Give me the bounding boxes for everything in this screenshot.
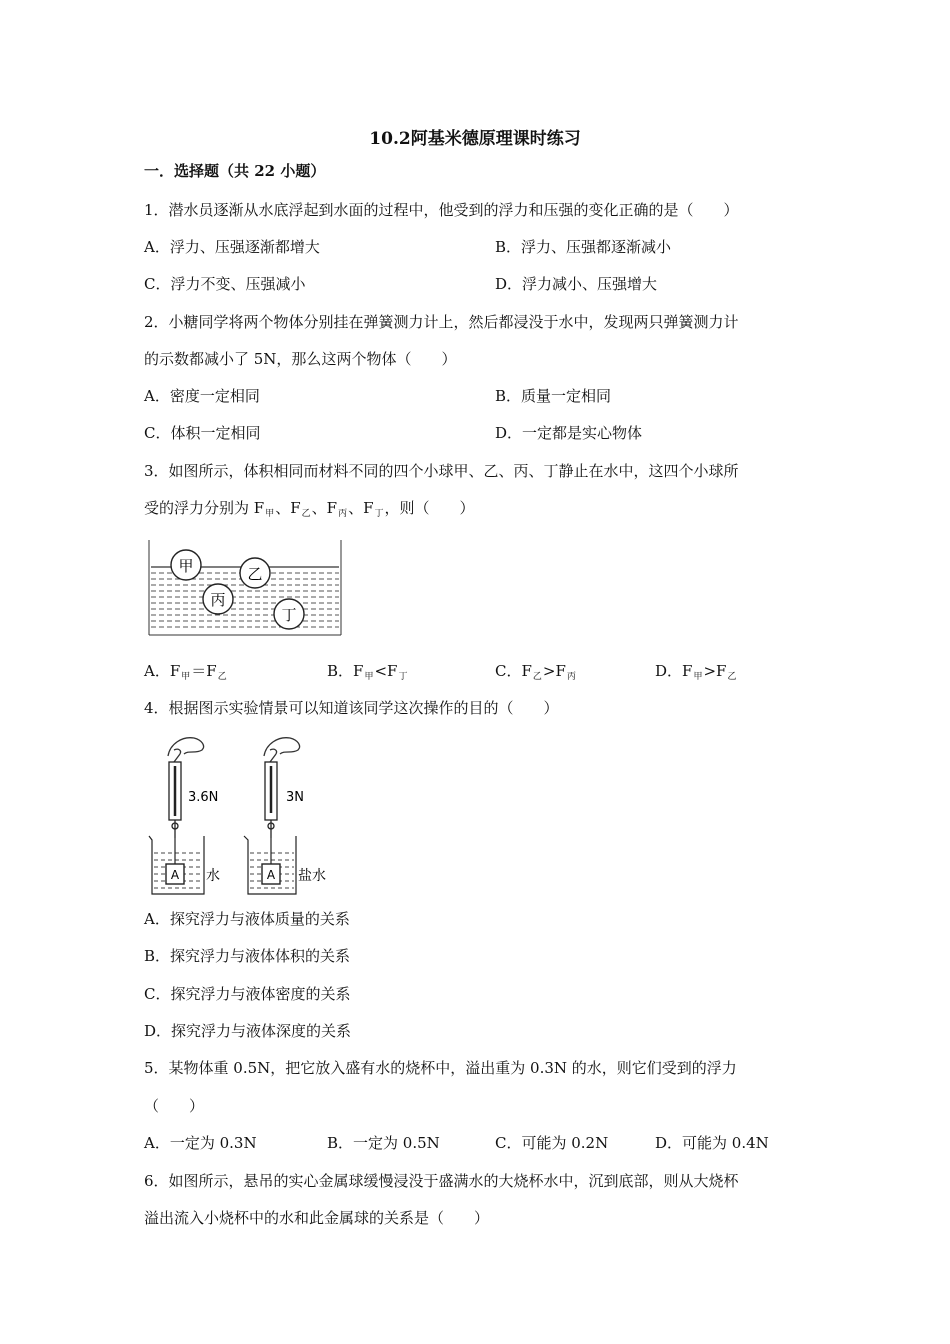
svg-text:乙: 乙 bbox=[247, 565, 263, 583]
question-4-option-a[interactable]: A．探究浮力与液体质量的关系 bbox=[144, 910, 350, 928]
question-4-option-b[interactable]: B．探究浮力与液体体积的关系 bbox=[144, 947, 351, 965]
question-3-option-a[interactable]: A．$F_甲=F_乙$ bbox=[144, 662, 227, 682]
svg-text:丙: 丙 bbox=[210, 591, 226, 609]
question-2-stem-line1: 2．小糖同学将两个物体分别挂在弹簧测力计上，然后都浸没于水中，发现两只弹簧测力计 bbox=[144, 313, 739, 331]
question-2-option-c[interactable]: C．体积一定相同 bbox=[144, 424, 261, 442]
question-3-option-c[interactable]: C．$F_乙>F_丙$ bbox=[495, 662, 576, 682]
question-4-option-d[interactable]: D．探究浮力与液体深度的关系 bbox=[144, 1022, 352, 1040]
question-1-option-b[interactable]: B．浮力、压强都逐渐减小 bbox=[495, 238, 672, 256]
question-3-stem-line1: 3．如图所示，体积相同而材料不同的四个小球甲、乙、丙、丁静止在水中，这四个小球所 bbox=[144, 462, 739, 480]
question-5-stem-line1: 5．某物体重 0.5N，把它放入盛有水的烧杯中，溢出重为 0.3N 的水，则它们受到的浮力 bbox=[144, 1059, 737, 1077]
ball-jia bbox=[171, 550, 201, 580]
question-3-option-d[interactable]: D．$F_甲>F_乙$ bbox=[655, 662, 737, 682]
question-1-option-d[interactable]: D．浮力减小、压强增大 bbox=[495, 275, 658, 293]
question-5-stem-line2: （ ） bbox=[144, 1097, 205, 1115]
spring-scale-right bbox=[265, 762, 277, 838]
question-2-stem-line2: 的示数都减小了 5N，那么这两个物体（ ） bbox=[144, 350, 457, 368]
question-4-figure bbox=[144, 728, 344, 900]
question-5-option-a[interactable]: A．一定为 0.3N bbox=[144, 1134, 257, 1152]
svg-text:3N: 3N bbox=[286, 790, 304, 805]
question-4-stem: 4．根据图示实验情景可以知道该同学这次操作的目的（ ） bbox=[144, 699, 559, 717]
question-3-option-b[interactable]: B．$F_甲<F_丁$ bbox=[327, 662, 408, 682]
hand-icon bbox=[168, 738, 204, 762]
question-6-stem-line1: 6．如图所示，悬吊的实心金属球缓慢浸没于盛满水的大烧杯水中，沉到底部，则从大烧杯 bbox=[144, 1172, 739, 1190]
question-1-option-a[interactable]: A．浮力、压强逐渐都增大 bbox=[144, 238, 320, 256]
ball-ding bbox=[274, 599, 304, 629]
spring-scale-left bbox=[169, 762, 181, 838]
question-5-option-b[interactable]: B．一定为 0.5N bbox=[327, 1134, 440, 1152]
question-3-figure bbox=[144, 538, 344, 640]
ball-bing bbox=[203, 584, 233, 614]
question-2-option-b[interactable]: B．质量一定相同 bbox=[495, 387, 612, 405]
question-6-stem-line2: 溢出流入小烧杯中的水和此金属球的关系是（ ） bbox=[144, 1209, 490, 1227]
svg-text:水: 水 bbox=[206, 868, 220, 884]
section-heading: 一．选择题（共 22 小题） bbox=[144, 162, 326, 180]
svg-text:丁: 丁 bbox=[281, 606, 297, 624]
svg-text:3.6N: 3.6N bbox=[188, 790, 219, 805]
svg-text:盐水: 盐水 bbox=[298, 868, 326, 884]
svg-text:甲: 甲 bbox=[178, 557, 194, 575]
question-1-stem: 1．潜水员逐渐从水底浮起到水面的过程中，他受到的浮力和压强的变化正确的是（ ） bbox=[144, 201, 739, 219]
question-5-option-c[interactable]: C．可能为 0.2N bbox=[495, 1134, 609, 1152]
svg-text:A: A bbox=[170, 868, 180, 882]
hand-icon bbox=[264, 738, 300, 762]
question-1-option-c[interactable]: C．浮力不变、压强减小 bbox=[144, 275, 306, 293]
question-2-option-d[interactable]: D．一定都是实心物体 bbox=[495, 424, 643, 442]
svg-text:A: A bbox=[266, 868, 276, 882]
page-title: 10.2阿基米德原理课时练习 bbox=[369, 129, 581, 149]
question-2-option-a[interactable]: A．密度一定相同 bbox=[144, 387, 260, 405]
ball-yi bbox=[240, 558, 270, 588]
question-3-stem-line2: 受的浮力分别为 $F_甲$、$F_乙$、$F_丙$、$F_丁$，则（ ） bbox=[144, 499, 475, 519]
question-4-option-c[interactable]: C．探究浮力与液体密度的关系 bbox=[144, 985, 351, 1003]
question-5-option-d[interactable]: D．可能为 0.4N bbox=[655, 1134, 769, 1152]
